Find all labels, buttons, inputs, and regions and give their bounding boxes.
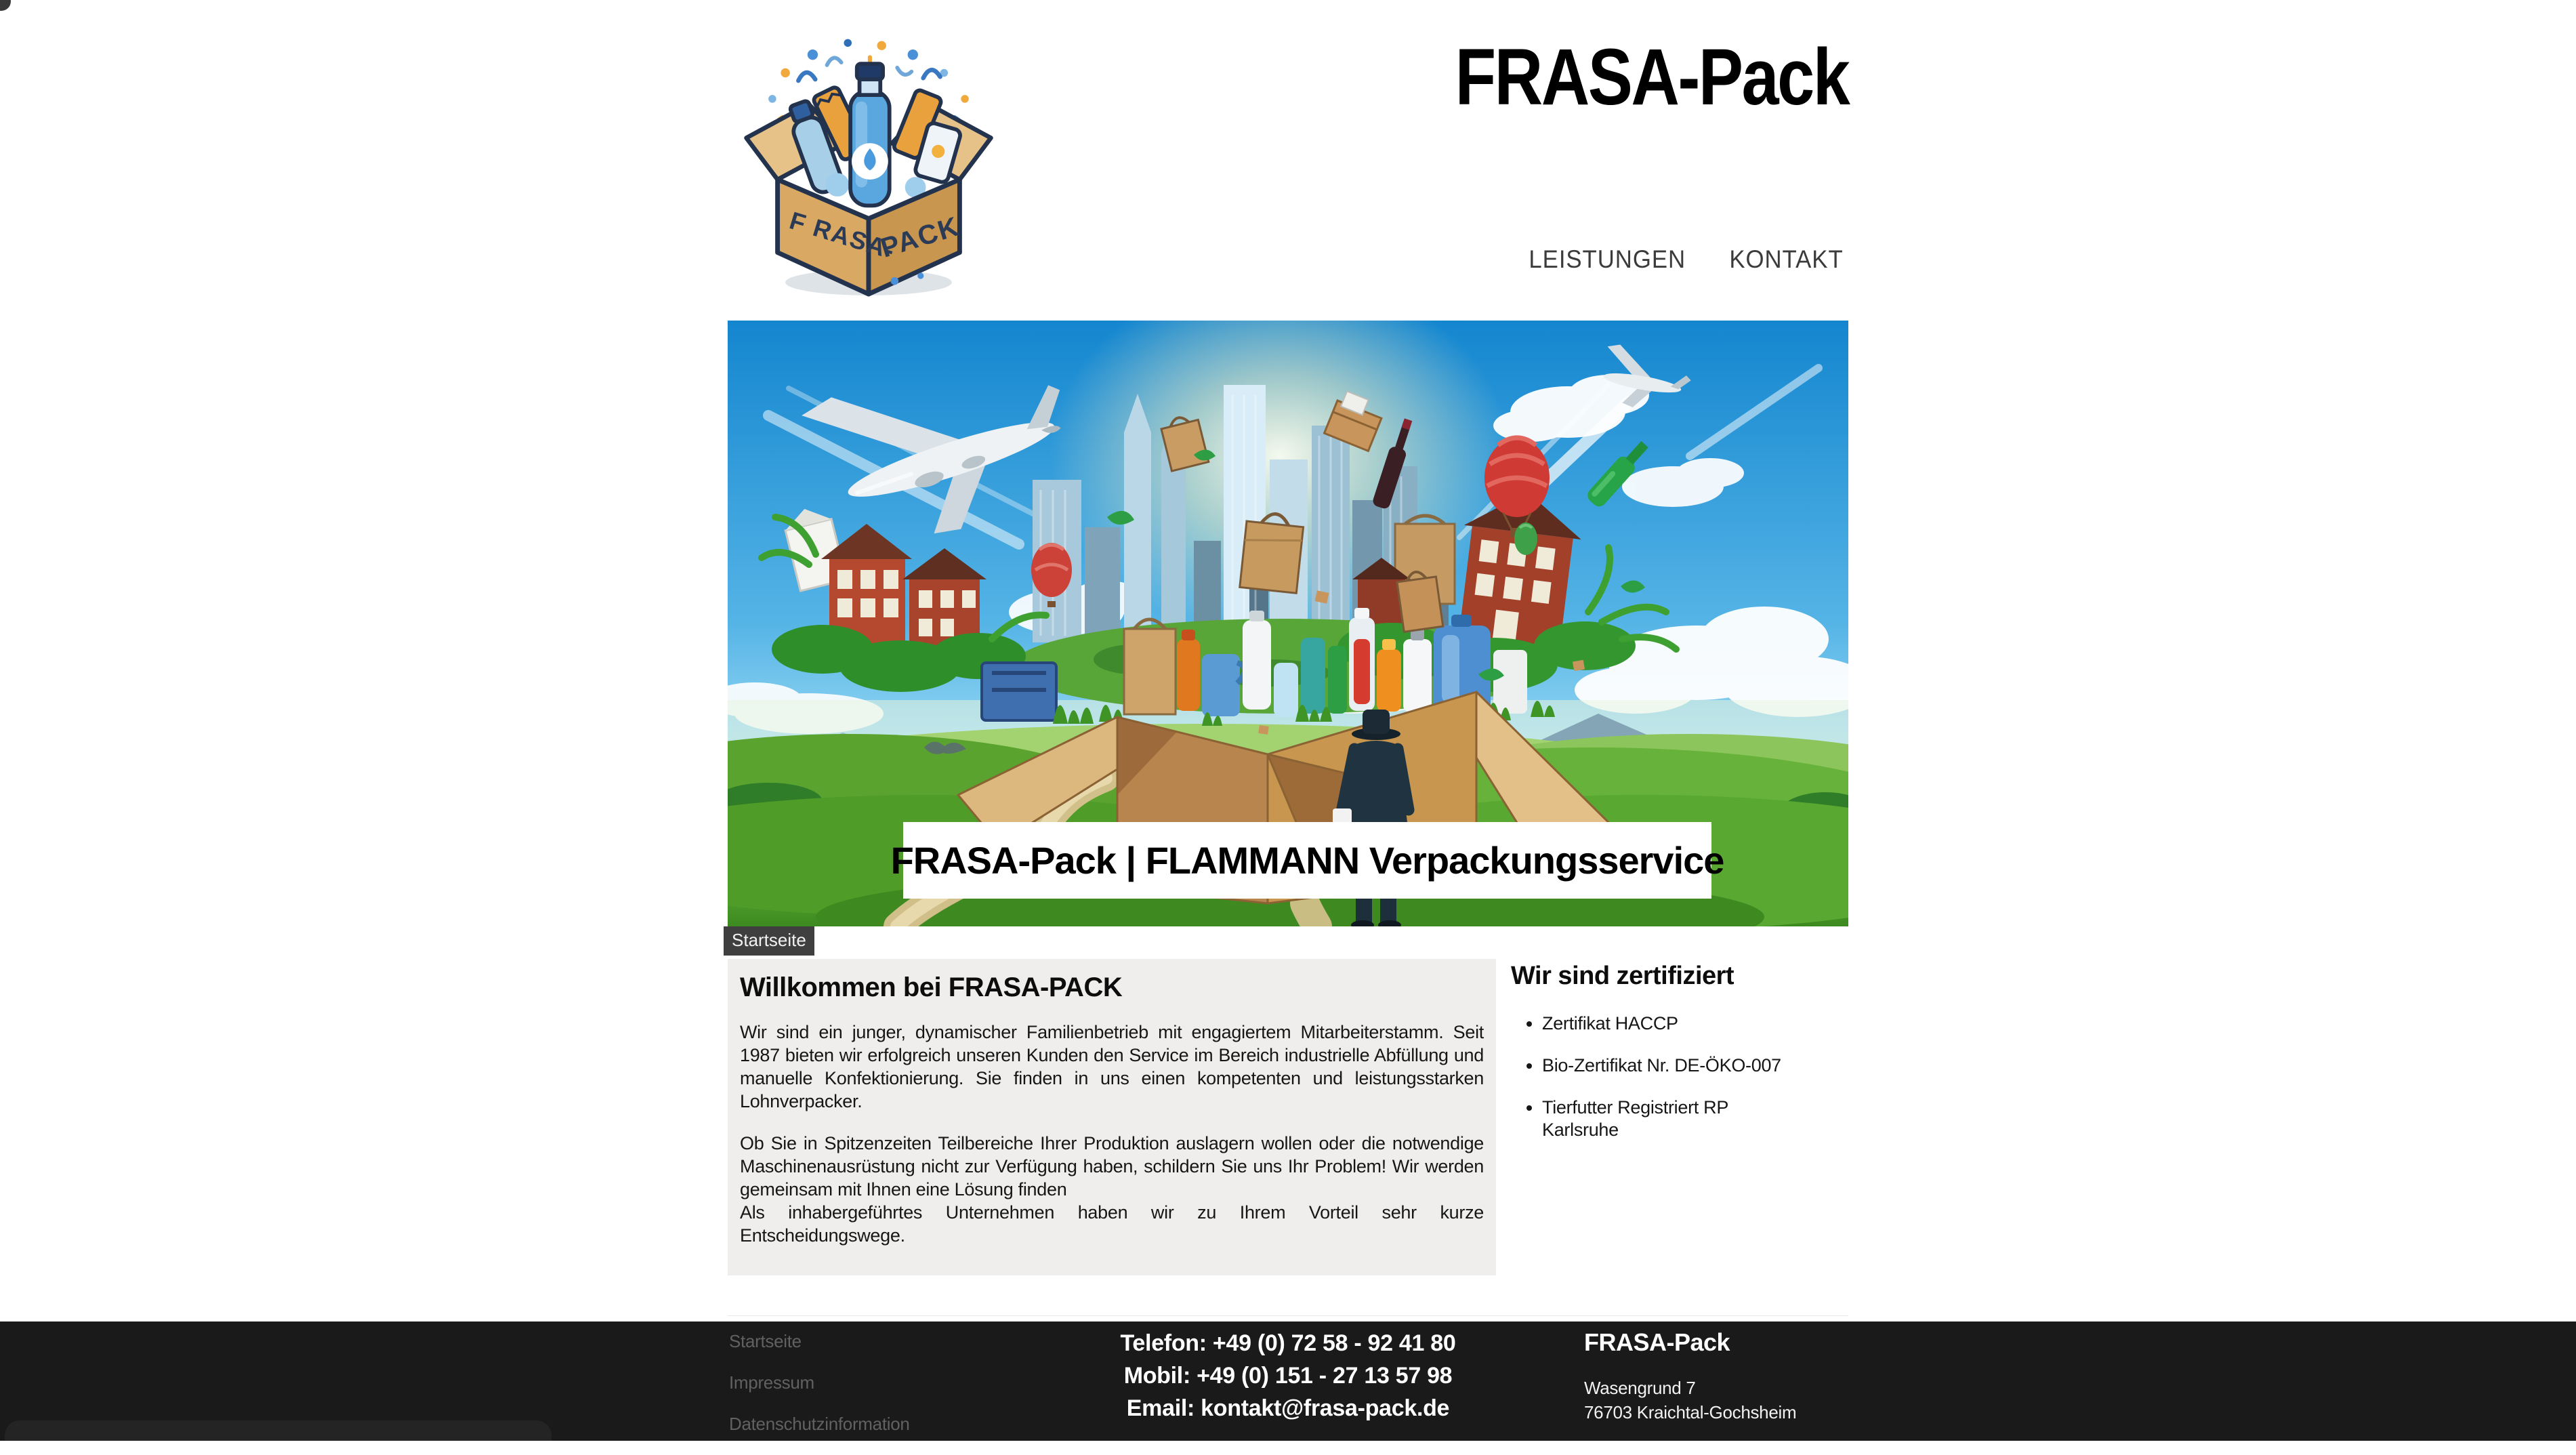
footer-links	[729, 1331, 910, 1455]
page-title: FRASA-Pack	[1455, 33, 1848, 122]
certified-heading: Wir sind zertifiziert	[1511, 962, 1734, 990]
box-logo-icon	[739, 26, 999, 300]
certified-sidebar	[1511, 959, 1848, 1275]
page	[728, 0, 1848, 1366]
footer	[0, 1321, 2576, 1441]
hero-banner	[728, 321, 1848, 926]
welcome-heading: Willkommen bei FRASA-PACK	[740, 972, 1123, 1002]
footer-link-impressum[interactable]: Impressum	[729, 1372, 814, 1393]
welcome-paragraph-2-part1: Ob Sie in Spitzenzeiten Teilbereiche Ihrer Produktion auslagern wollen oder die notwendige Maschinenausrüstung nicht zur Verfügung haben, schildern Sie uns Ihr Problem! Wir werden gemeinsam mit Ihnen eine Lösung finden	[740, 1133, 1484, 1200]
nav-item-leistungen[interactable]: LEISTUNGEN	[1528, 245, 1686, 273]
certified-list	[1511, 1012, 1795, 1141]
breadcrumb-label: Startseite	[724, 926, 814, 956]
header	[728, 0, 1848, 321]
footer-company-name: FRASA-Pack	[1584, 1328, 1730, 1356]
certified-item: • Bio-Zertifikat Nr. DE-ÖKO-007	[1542, 1054, 1795, 1077]
svg-text:F RASA-: F RASA-	[786, 206, 899, 265]
corner-widget-artifact	[0, 0, 11, 11]
footer-phone: Telefon: +49 (0) 72 58 - 92 41 80	[1120, 1330, 1456, 1356]
footer-company-city: 76703 Kraichtal-Gochsheim	[1584, 1402, 1797, 1422]
footer-contact	[1120, 1327, 1455, 1425]
nav-item-kontakt[interactable]: KONTAKT	[1729, 245, 1844, 273]
hero-caption: FRASA-Pack | FLAMMANN Verpackungsservice	[903, 822, 1711, 899]
cookie-banner-edge[interactable]	[5, 1420, 552, 1441]
footer-inner	[728, 1321, 1848, 1441]
welcome-panel	[728, 959, 1496, 1275]
footer-link-startseite[interactable]: Startseite	[729, 1331, 802, 1351]
main-content	[728, 959, 1848, 1275]
footer-company-street: Wasengrund 7	[1584, 1378, 1696, 1398]
green-balloon-icon	[1514, 522, 1537, 555]
welcome-paragraph-2	[740, 1132, 1484, 1247]
certified-item: • Tierfutter Registriert RP Karlsruhe	[1542, 1097, 1795, 1141]
welcome-paragraph-1: Wir sind ein junger, dynamischer Familienbetrieb mit engagiertem Mitarbeiterstamm. Seit 1987 bieten wir erfolgreich unseren Kunden den Service im Bereich industrielle Abfüllung und manuelle Konfektionierung. Sie finden in uns einen kompetenten und leistungsstarken Lohnverpacker.	[740, 1022, 1484, 1111]
footer-link-datenschutz[interactable]: Datenschutzinformation	[729, 1414, 910, 1434]
main-navigation	[1524, 245, 1847, 274]
company-logo[interactable]	[739, 26, 999, 300]
welcome-paragraph-2-part2: Als inhabergeführtes Unternehmen haben wir zu Ihrem Vorteil sehr kurze Entscheidungswege.	[740, 1202, 1484, 1246]
breadcrumb	[728, 926, 1848, 958]
certified-item: • Zertifikat HACCP	[1542, 1012, 1795, 1035]
content-divider	[728, 1275, 1848, 1316]
footer-email[interactable]: Email: kontakt@frasa-pack.de	[1126, 1395, 1450, 1421]
footer-company	[1584, 1328, 1796, 1425]
svg-text:PACK: PACK	[877, 210, 963, 264]
footer-mobile: Mobil: +49 (0) 151 - 27 13 57 98	[1123, 1363, 1453, 1389]
